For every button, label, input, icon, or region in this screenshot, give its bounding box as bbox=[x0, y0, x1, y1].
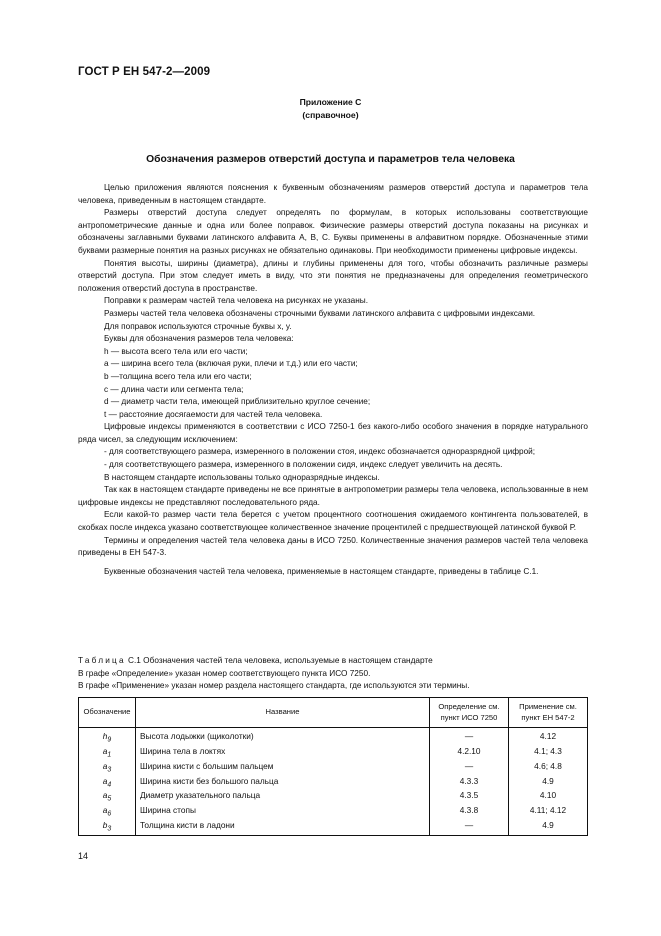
table-row bbox=[79, 820, 588, 835]
body-text bbox=[78, 182, 588, 578]
table-caption-text: С.1 Обозначения частей тела человека, используемые в настоящем стандарте bbox=[128, 656, 433, 665]
column-header-application: Применение см. пункт ЕН 547-2 bbox=[509, 698, 588, 728]
symbol-cell: $a_6$ bbox=[79, 805, 136, 820]
annex-label: Приложение С bbox=[299, 97, 362, 107]
paragraph: В настоящем стандарте использованы только одноразрядные индексы. bbox=[104, 472, 380, 482]
paragraph: Так как в настоящем стандарте приведены не все принятые в антропометрии размеры тела человека, использованные в нем цифровые индексы не представляют последовательного ряда. bbox=[78, 485, 588, 507]
symbol-cell: $a_1$ bbox=[79, 746, 136, 761]
paragraph: Понятия высоты, ширины (диаметра), длины и глубины применены для того, чтобы обозначить различные размеры отверстий доступа. При этом следует иметь в виду, что эти понятия не предназначены для определения геометрического положения отверстий доступа в пространстве. bbox=[78, 258, 588, 293]
paragraph: Цифровые индексы применяются в соответствии с ИСО 7250-1 без какого-либо особого значения в порядке натурального ряда чисел, за следующим исключением: bbox=[78, 422, 588, 444]
table-note: В графе «Определение» указан номер соответствующего пункта ИСО 7250. bbox=[78, 668, 371, 678]
definition-cell: — bbox=[430, 820, 509, 835]
table-row bbox=[79, 728, 588, 746]
definition-cell: — bbox=[430, 761, 509, 776]
column-header-name: Название bbox=[136, 698, 430, 728]
column-header-symbol: Обозначение bbox=[79, 698, 136, 728]
definition-item: t — расстояние досягаемости для частей тела человека. bbox=[104, 409, 323, 419]
definition-cell: 4.3.3 bbox=[430, 776, 509, 791]
paragraph: Буквы для обозначения размеров тела человека: bbox=[104, 334, 294, 344]
name-cell: Диаметр указательного пальца bbox=[136, 790, 430, 805]
paragraph: Если какой-то размер части тела берется с учетом процентного соотношения ожидаемого контингента пользователей, в скобках после индекса указано соответствующее количественное значение процентилей с предшествующей латинской буквой Р. bbox=[78, 510, 588, 533]
symbol-cell: $b_3$ bbox=[79, 820, 136, 835]
paragraph: Размеры отверстий доступа следует определять по формулам, в которых использованы соответствующие антропометрические данные и одна или более поправок. Физические размеры отверстий доступа показаны на рисунках и обозначены заглавными буквами латинского алфавита А, В, С. Буквы применены в алфавитном порядке. Обозначенные этими буквами размерные понятия на разных рисунках не обязательно одинаковы. При необходимости применены цифровые индексы. bbox=[78, 208, 588, 255]
name-cell: Ширина стопы bbox=[136, 805, 430, 820]
definition-item: d — диаметр части тела, имеющей приблизительно круглое сечение; bbox=[104, 397, 371, 407]
definition-item: b —толщина всего тела или его части; bbox=[104, 371, 252, 381]
column-header-definition: Определение см. пункт ИСО 7250 bbox=[430, 698, 509, 728]
definition-cell: — bbox=[430, 728, 509, 746]
symbol-cell: $a_4$ bbox=[79, 776, 136, 791]
page-number: 14 bbox=[78, 851, 89, 861]
symbols-table bbox=[78, 697, 588, 836]
table-row bbox=[79, 790, 588, 805]
application-cell: 4.10 bbox=[509, 790, 588, 805]
definition-cell: 4.2.10 bbox=[430, 746, 509, 761]
name-cell: Ширина кисти без большого пальца bbox=[136, 776, 430, 791]
paragraph: Буквенные обозначения частей тела человека, применяемые в настоящем стандарте, приведены в таблице С.1. bbox=[104, 566, 539, 576]
table-row bbox=[79, 761, 588, 776]
definition-item: h — высота всего тела или его части; bbox=[104, 346, 248, 356]
definition-cell: 4.3.8 bbox=[430, 805, 509, 820]
application-cell: 4.1; 4.3 bbox=[509, 746, 588, 761]
name-cell: Ширина тела в локтях bbox=[136, 746, 430, 761]
table-caption bbox=[78, 655, 588, 693]
application-cell: 4.9 bbox=[509, 776, 588, 791]
symbol-cell: $h_9$ bbox=[79, 728, 136, 746]
symbol-cell: $a_5$ bbox=[79, 790, 136, 805]
application-cell: 4.11; 4.12 bbox=[509, 805, 588, 820]
table-row bbox=[79, 805, 588, 820]
paragraph: Поправки к размерам частей тела человека на рисунках не указаны. bbox=[104, 296, 368, 306]
document-id: ГОСТ Р ЕН 547-2—2009 bbox=[78, 66, 211, 78]
definition-item: а — ширина всего тела (включая руки, плечи и т.д.) или его части; bbox=[104, 359, 358, 369]
annex-status: (справочное) bbox=[302, 110, 359, 120]
paragraph: Размеры частей тела человека обозначены строчными буквами латинского алфавита с цифровыми индексами. bbox=[104, 308, 536, 318]
section-title: Обозначения размеров отверстий доступа и параметров тела человека bbox=[146, 154, 515, 165]
name-cell: Толщина кисти в ладони bbox=[136, 820, 430, 835]
application-cell: 4.12 bbox=[509, 728, 588, 746]
application-cell: 4.9 bbox=[509, 820, 588, 835]
list-item: - для соответствующего размера, измеренного в положении сидя, индекс следует увеличить на десять. bbox=[104, 460, 503, 470]
name-cell: Высота лодыжки (щиколотки) bbox=[136, 728, 430, 746]
paragraph: Для поправок используются строчные буквы х, у. bbox=[104, 321, 292, 331]
paragraph: Термины и определения частей тела человека даны в ИСО 7250. Количественные значения размеров частей тела человека приведены в ЕН 547-3. bbox=[78, 535, 588, 558]
definition-cell: 4.3.5 bbox=[430, 790, 509, 805]
table-row bbox=[79, 746, 588, 761]
paragraph: Целью приложения являются пояснения к буквенным обозначениям размеров отверстий доступа и параметров тела человека, приведенным в настоящем стандарте. bbox=[78, 183, 588, 205]
definition-item: с — длина части или сегмента тела; bbox=[104, 384, 244, 394]
name-cell: Ширина кисти с большим пальцем bbox=[136, 761, 430, 776]
table-row bbox=[79, 776, 588, 791]
table-note: В графе «Применение» указан номер раздела настоящего стандарта, где используются эти термины. bbox=[78, 681, 470, 690]
application-cell: 4.6; 4.8 bbox=[509, 761, 588, 776]
list-item: - для соответствующего размера, измеренного в положении стоя, индекс обозначается одноразрядной цифрой; bbox=[104, 447, 536, 457]
symbol-cell: $a_3$ bbox=[79, 761, 136, 776]
table-caption-word: Таблица bbox=[78, 656, 126, 665]
